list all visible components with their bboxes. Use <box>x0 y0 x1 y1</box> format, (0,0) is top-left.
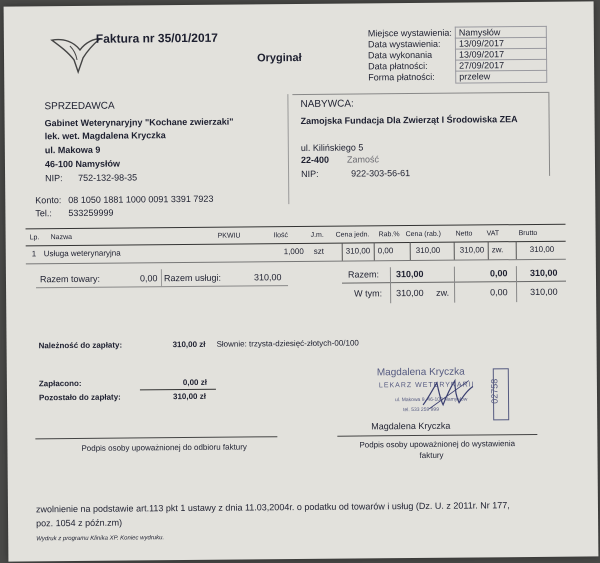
row-vat: zw. <box>491 245 504 255</box>
buyer-box-top <box>292 92 548 95</box>
seller-street: ul. Makowa 9 <box>44 144 101 156</box>
seller-nip: 752-132-98-35 <box>78 172 138 183</box>
printout-note: Wydruk z programu Klinika XP. Koniec wydruku. <box>36 535 165 543</box>
col-name: Nazwa <box>50 233 73 242</box>
seller-nip-label: NIP: <box>45 173 63 184</box>
invoice-title: Faktura nr 35/01/2017 <box>95 30 219 46</box>
remaining-label: Pozostało do zapłaty: <box>38 392 121 403</box>
col-net-price: Cena jedn. <box>335 231 370 239</box>
row-gross: 310,00 <box>529 244 555 255</box>
row-discount: 0,00 <box>377 246 394 256</box>
paid-value: 0,00 zł <box>182 377 207 388</box>
remaining-value: 310,00 zł <box>172 391 206 402</box>
stamp-address: ul. Makowa 9, 46-100 Namysłów <box>395 396 468 404</box>
table-row-line <box>26 259 566 265</box>
col-lp: Lp. <box>29 234 40 242</box>
incl-gross: 310,00 <box>530 286 558 298</box>
exemption-note-2: poz. 1054 z późn.zm) <box>36 517 123 529</box>
stamp-number: 02758 <box>489 378 500 404</box>
paid-label: Zapłacono: <box>38 378 82 389</box>
issuer-sign-line <box>337 434 537 437</box>
handwritten-signature <box>419 374 479 415</box>
seller-phone: 533259999 <box>68 207 114 219</box>
table-col-divider <box>516 241 517 259</box>
receiver-sign-line <box>35 436 277 439</box>
buyer-postal: 22-400 <box>300 154 330 165</box>
meta-exec-date-value: 13/09/2017 <box>458 49 505 60</box>
issuer-name: Magdalena Kryczka <box>371 420 451 432</box>
row-unit: szt <box>313 246 325 256</box>
seller-heading: SPRZEDAWCA <box>44 100 115 113</box>
table-col-divider <box>342 243 343 261</box>
goods-label: Razem towary: <box>39 273 101 285</box>
row-name: Usługa weterynaryjna <box>43 248 121 259</box>
row-price-after: 310,00 <box>415 245 441 255</box>
buyer-nip: 922-303-56-61 <box>351 168 411 179</box>
col-vat: VAT <box>486 230 500 238</box>
col-unit: J.m. <box>310 231 324 239</box>
col-net: Netto <box>455 230 473 238</box>
issuer-sign-caption-1: Podpis osoby upoważnionej do wystawienia <box>359 439 516 450</box>
meta-place-label: Miejsce wystawienia: <box>367 27 452 39</box>
services-value: 310,00 <box>253 272 282 283</box>
buyer-city: Zamość <box>346 154 379 165</box>
total-divider <box>454 267 455 303</box>
stamp-role: LEKARZ WETERYNARII <box>378 381 475 390</box>
table-col-divider <box>374 242 375 260</box>
col-gross: Brutto <box>518 229 538 238</box>
row-net-price: 310,00 <box>345 246 371 256</box>
meta-due-date-value: 27/09/2017 <box>459 60 505 71</box>
col-price-after: Cena (rab.) <box>405 230 442 239</box>
summary-divider <box>161 269 162 286</box>
table-top-line <box>26 224 566 230</box>
row-lp: 1 <box>31 249 37 259</box>
seller-account: 08 1050 1881 1000 0091 3391 7923 <box>68 193 214 206</box>
col-discount: Rab.% <box>378 231 400 239</box>
seller-city: 46-100 Namysłów <box>44 158 121 170</box>
due-label: Należność do zapłaty: <box>38 340 123 351</box>
due-words: Słownie: trzysta-dziesięć-złotych-00/100 <box>216 338 359 349</box>
table-col-divider <box>454 242 455 260</box>
meta-issue-date-value: 13/09/2017 <box>458 38 505 49</box>
buyer-box-right <box>548 92 550 176</box>
col-pkwiu: PKWIU <box>217 232 241 240</box>
meta-exec-date-label: Data wykonania <box>367 49 433 61</box>
stamp-name: Magdalena Kryczka <box>376 366 465 379</box>
table-header-line <box>26 241 566 247</box>
seller-owner: lek. wet. Magdalena Kryczka <box>44 130 166 142</box>
table-col-divider <box>410 242 411 260</box>
meta-place-value: Namysłów <box>458 27 501 38</box>
invoice-paper <box>4 1 599 561</box>
issuer-sign-caption-2: faktury <box>419 450 444 460</box>
vet-logo <box>50 36 102 74</box>
buyer-street: ul. Kilińskiego 5 <box>300 142 364 153</box>
row-net: 310,00 <box>459 245 485 255</box>
original-label: Oryginał <box>256 51 302 65</box>
total-vat: 0,00 <box>489 268 508 279</box>
party-divider <box>287 94 289 204</box>
incl-vat: 0,00 <box>490 287 508 298</box>
total-net: 310,00 <box>395 268 424 280</box>
incl-net: 310,00 <box>396 287 424 299</box>
meta-due-date-label: Data płatności: <box>368 60 428 72</box>
total-divider <box>516 266 517 302</box>
row-qty: 1,000 <box>283 246 304 257</box>
due-value: 310,00 zł <box>172 339 206 350</box>
total-divider <box>390 267 391 303</box>
seller-phone-label: Tel.: <box>35 208 52 219</box>
incl-label: W tym: <box>354 288 383 299</box>
col-qty: Ilość <box>273 232 289 240</box>
buyer-nip-label: NIP: <box>301 168 319 179</box>
seller-name: Gabinet Weterynaryjny "Kochane zwierzaki" <box>44 116 234 129</box>
buyer-name: Zamojska Fundacja Dla Zwierząt I Środowiska ZEA <box>300 114 518 126</box>
services-label: Razem usługi: <box>163 272 222 284</box>
issuer-stamp <box>367 364 518 425</box>
receiver-sign-caption: Podpis osoby upoważnionej do odbioru faktury <box>81 442 247 453</box>
meta-issue-date-label: Data wystawienia: <box>367 38 441 50</box>
total-gross: 310,00 <box>529 267 558 279</box>
total-label: Razem: <box>347 269 379 280</box>
table-col-divider <box>488 241 489 259</box>
exemption-note-1: zwolnienie na podstawie art.113 pkt 1 ustawy z dnia 11.03,2004r. o podatku od towarów i usług (Dz. U. z 2011r. Nr 177, <box>35 500 510 515</box>
seller-account-label: Konto: <box>35 195 62 206</box>
incl-rate: zw. <box>436 287 450 298</box>
paid-underline <box>140 389 216 391</box>
goods-value: 0,00 <box>139 273 158 284</box>
buyer-heading: NABYWCA: <box>300 98 354 110</box>
meta-payment-label: Forma płatności: <box>368 71 435 83</box>
meta-payment-value: przelew <box>459 71 491 82</box>
stamp-phone: tel. 533 259 999 <box>403 406 440 414</box>
